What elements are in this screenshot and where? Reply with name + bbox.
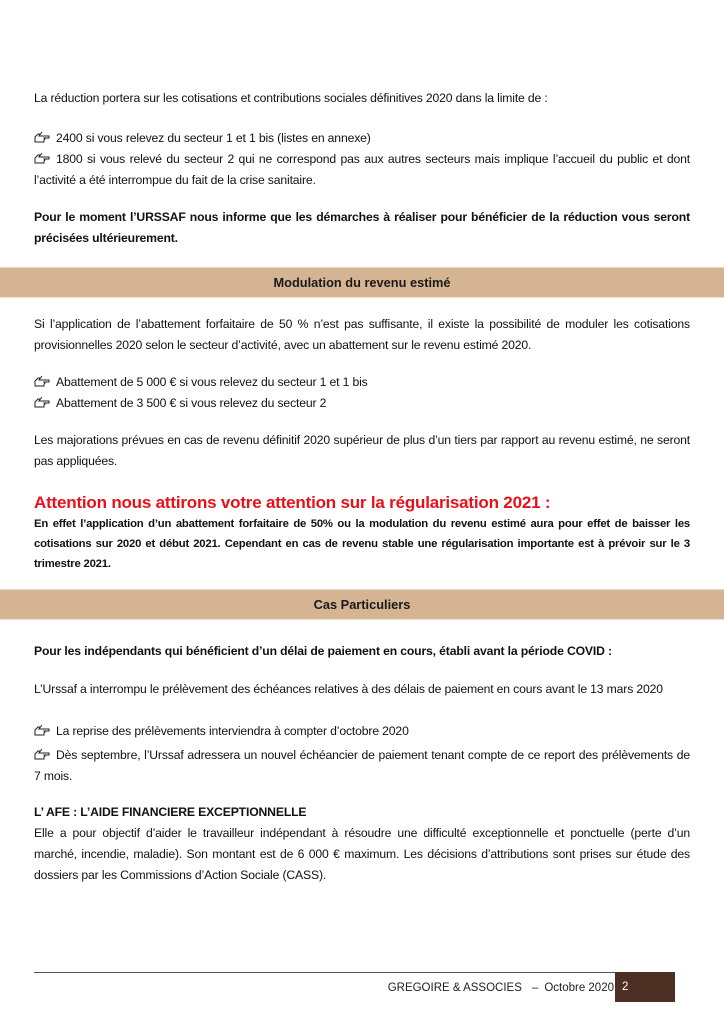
afe-body: Elle a pour objectif d’aider le travailleur indépendant à résoudre une difficulté exceptionnelle et ponctuelle (perte d’un marché, incendie, maladie). Son montant est de 6 000 € maximum. Les décisions d’attributions sont prises sur étude des dossiers par les Commissions d’Action Sociale (CASS). <box>34 826 690 882</box>
bullet-text: La reprise des prélèvements interviendra à compter d’octobre 2020 <box>56 724 409 738</box>
pointing-hand-icon <box>34 748 51 760</box>
bullet-text: 2400 si vous relevez du secteur 1 et 1 bis (listes en annexe) <box>56 131 371 145</box>
bullet-item <box>34 149 690 191</box>
footer-divider <box>34 972 675 973</box>
bullet-item <box>34 372 690 393</box>
footer-company: GREGOIRE & ASSOCIES <box>387 982 522 994</box>
footer-info <box>388 979 614 997</box>
bullet-item <box>34 128 690 149</box>
reduction-limit-text: La réduction portera sur les cotisations et contributions sociales définitives 2020 dans la limite de : <box>34 91 548 105</box>
pointing-hand-icon <box>34 375 51 387</box>
pointing-hand-icon <box>34 152 51 164</box>
cas-particuliers-subtitle: Pour les indépendants qui bénéficient d’un délai de paiement en cours, établi avant la période COVID : <box>34 644 612 658</box>
section-banner-cas-particuliers: Cas Particuliers <box>0 589 724 620</box>
attention-body: En effet l’application d’un abattement forfaitaire de 50% ou la modulation du revenu estimé aura pour effet de baisser les cotisations sur 2020 et début 2021. Cependant en cas de revenu stable une régularisation importante est à prévoir sur le 3 trimestre 2021. <box>34 518 690 570</box>
attention-heading: Attention nous attirons votre attention sur la régularisation 2021 : <box>34 493 551 512</box>
pointing-hand-icon <box>34 396 51 408</box>
bullet-item <box>34 745 690 787</box>
section-banner-modulation: Modulation du revenu estimé <box>0 267 724 298</box>
bullet-text: 1800 si vous relevé du secteur 2 qui ne correspond pas aux autres secteurs mais implique l’accueil du public et dont l’activité a été interrompue du fait de la crise sanitaire. <box>34 152 690 187</box>
bullet-text: Abattement de 3 500 € si vous relevez du secteur 2 <box>56 396 327 410</box>
cas-particuliers-paragraph: L’Urssaf a interrompu le prélèvement des échéances relatives à des délais de paiement en cours avant le 13 mars 2020 <box>34 682 663 696</box>
bullet-text: Dès septembre, l’Urssaf adressera un nouvel échéancier de paiement tenant compte de ce report des prélèvements de 7 mois. <box>34 748 690 783</box>
bullet-text: Abattement de 5 000 € si vous relevez du secteur 1 et 1 bis <box>56 375 368 389</box>
urssaf-note: Pour le moment l’URSSAF nous informe que les démarches à réaliser pour bénéficier de la réduction vous seront précisées ultérieurement. <box>34 210 690 245</box>
bullet-item <box>34 721 690 742</box>
afe-heading: L’ AFE : L’AIDE FINANCIERE EXCEPTIONNELLE <box>34 805 307 819</box>
bullet-item <box>34 393 690 414</box>
page-number-box: 2 <box>615 972 675 1002</box>
pointing-hand-icon <box>34 131 51 143</box>
footer-dash: – <box>531 982 539 994</box>
modulation-paragraph: Si l’application de l’abattement forfaitaire de 50 % n’est pas suffisante, il existe la possibilité de moduler les cotisations provisionnelles 2020 selon le secteur d’activité, avec un abattement sur le revenu estimé 2020. <box>34 317 690 352</box>
pointing-hand-icon <box>34 724 51 736</box>
majorations-paragraph: Les majorations prévues en cas de revenu définitif 2020 supérieur de plus d’un tiers par rapport au revenu estimé, ne seront pas appliquées. <box>34 433 690 468</box>
footer-date: Octobre 2020 <box>544 982 614 994</box>
